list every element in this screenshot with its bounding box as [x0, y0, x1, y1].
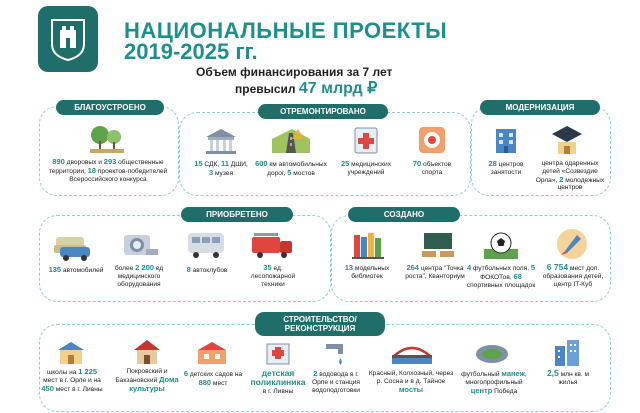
additional-education-caption: 6 754 мест доп. образования детей, центр IT-Куб [542, 262, 604, 288]
blago-caption: 890 дворовых и 293 общественные территории, 18 проектов-победителей Всероссийского конкурса [48, 157, 168, 183]
building-icon [493, 125, 519, 155]
coat-of-arms-logo [38, 6, 98, 72]
museum-icon [204, 127, 238, 155]
library-icon [350, 229, 386, 261]
kindergarten-caption: 6 детских садов на 880 мест [183, 369, 243, 387]
cars-icon [52, 231, 92, 263]
pill-sozdano: СОЗДАНО [348, 207, 460, 222]
rocket-icon [555, 227, 589, 261]
clinic-icon [264, 340, 292, 366]
football-caption: 4 футбольных поля, 5 ФОКОТов, 68 спортивных площадок [466, 263, 536, 289]
page-title: НАЦИОНАЛЬНЫЕ ПРОЕКТЫ [124, 18, 448, 43]
pill-stroitelstvo: СТРОИТЕЛЬСТВО/ РЕКОНСТРУКЦИЯ [255, 312, 385, 336]
financing-line1: Объем финансирования за 7 лет [196, 65, 393, 79]
bus-icon [186, 229, 228, 261]
page-subtitle-years: 2019-2025 гг. [124, 39, 258, 64]
culture-caption: Покровский и Бакзановский Дома культуры [115, 368, 179, 393]
firetruck-caption: 35 ед. лесопожарной техники [250, 263, 296, 288]
tochka-rosta-caption: 264 центра "Точка роста", Кванториум [405, 263, 465, 280]
cars-caption: 135 автомобилей [48, 265, 104, 274]
bridge-icon [392, 340, 432, 366]
apartments-icon [552, 338, 582, 368]
school-icon [550, 124, 584, 156]
road-caption: 600 км автомобильных дорог, 5 мостов [255, 159, 327, 177]
school-caption: школы на 1 225 мест в г. Орле и на 450 мест в г. Ливны [41, 367, 103, 393]
bridge-caption: Красный, Колхозный, через р. Сосна и в д. Тайное мосты [368, 370, 454, 394]
gifted-caption: центра одаренных детей «Созвездие Орла», 2 молодежных центров [535, 160, 605, 192]
kindergarten-icon [196, 340, 228, 366]
pill-modernizaciya: МОДЕРНИЗАЦИЯ [480, 100, 600, 115]
football-icon [484, 229, 518, 261]
housing-caption: 2,5 млн кв. м жилья [546, 368, 590, 386]
pill-blagoustroeno: БЛАГОУСТРОЕНО [56, 100, 164, 115]
sport-caption: 70 объектов спорта [412, 159, 452, 176]
medical-caption: 25 медицинских учреждений [340, 159, 392, 176]
park-icon [88, 123, 126, 155]
road-icon [272, 125, 310, 155]
pill-priobreteno: ПРИОБРЕТЕНО [181, 207, 293, 222]
pill-otremontirovano: ОТРЕМОНТИРОВАНО [258, 104, 388, 119]
classroom-icon [418, 229, 458, 261]
stadium-icon [474, 340, 510, 366]
clinic-caption: детская поликлиника в г. Ливны [250, 368, 306, 395]
school-building-icon [56, 340, 86, 366]
autoclub-caption: 8 автоклубов [186, 265, 228, 274]
medical-equipment-icon [120, 229, 160, 261]
coat-of-arms-icon [48, 16, 88, 62]
employment-caption: 28 центров занятости [488, 159, 524, 176]
stadium-caption: футбольный манеж, многопрофильный центр Победа [461, 369, 527, 395]
water-tap-icon [322, 338, 350, 368]
museum-caption: 15 СДК, 11 ДШИ, 3 музея [194, 159, 248, 177]
equipment-caption: более 2 200 ед медицинского оборудования [114, 263, 164, 288]
water-caption: 2 водовода в г. Орле и станция водоподготовки [311, 369, 360, 394]
financing-line2: превысил 47 млрд ₽ [235, 80, 378, 97]
library-caption: 13 модельных библиотек [344, 263, 390, 280]
culture-house-icon [132, 338, 162, 366]
sport-icon [417, 125, 447, 155]
medical-icon [352, 125, 380, 155]
financing-amount: 47 млрд ₽ [298, 80, 378, 97]
firetruck-icon [250, 229, 294, 261]
